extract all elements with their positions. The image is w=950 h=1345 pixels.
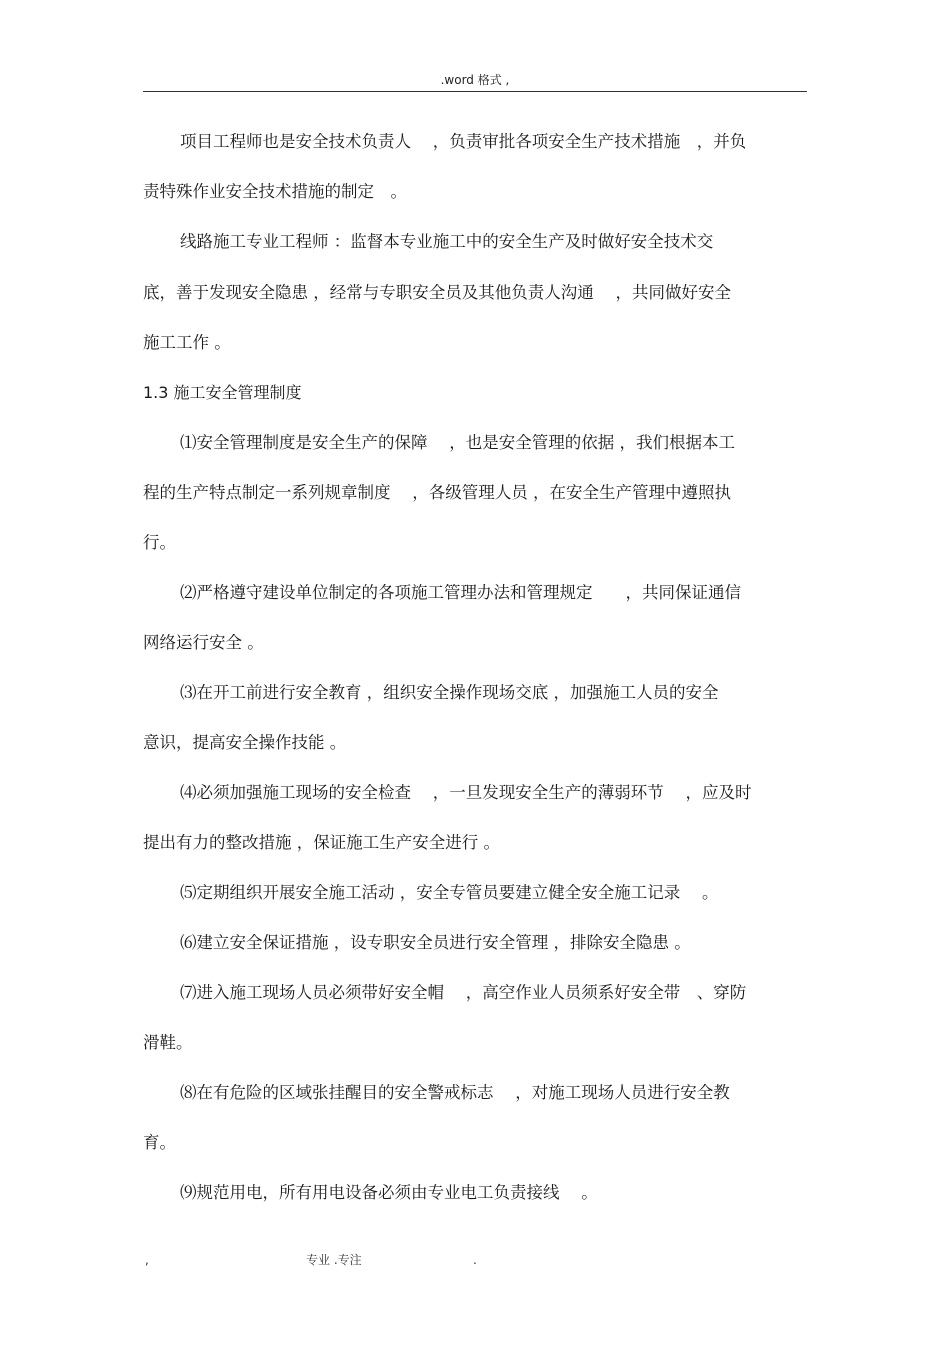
- body-line: 责特殊作业安全技术措施的制定 。: [143, 182, 407, 201]
- body-line: ⑸定期组织开展安全施工活动 ，安全专管员要建立健全安全施工记录 。: [180, 883, 719, 902]
- body-line: ⑷必须加强施工现场的安全检查 ，一旦发现安全生产的薄弱环节 ，应及时: [180, 783, 752, 802]
- body-line: 育。: [143, 1133, 176, 1152]
- body-line: ⑻在有危险的区域张挂醒目的安全警戒标志 ，对施工现场人员进行安全教: [180, 1083, 730, 1102]
- body-line: 意识，提高安全操作技能 。: [143, 733, 347, 752]
- page-header: .word 格式 ,: [440, 73, 510, 87]
- body-line: 滑鞋。: [143, 1033, 193, 1052]
- body-line: ⑼规范用电，所有用电设备必须由专业电工负责接线 。: [180, 1183, 598, 1202]
- footer-left: ,: [145, 1253, 149, 1267]
- body-line: ⑶在开工前进行安全教育 ，组织安全操作现场交底 ，加强施工人员的安全: [180, 683, 719, 702]
- footer-center: 专业 .专注: [306, 1253, 362, 1267]
- header-rule: [143, 91, 807, 92]
- body-line: 施工工作 。: [143, 333, 231, 352]
- body-line: 网络运行安全 。: [143, 633, 264, 652]
- body-line: 提出有力的整改措施 ，保证施工生产安全进行 。: [143, 833, 500, 852]
- body-line: 线路施工专业工程师 ：监督本专业施工中的安全生产及时做好安全技术交: [180, 232, 714, 251]
- body-line: ⑹建立安全保证措施 ，设专职安全员进行安全管理 ，排除安全隐患 。: [180, 933, 691, 952]
- section-heading: 1.3 施工安全管理制度: [143, 383, 302, 402]
- body-line: 行。: [143, 533, 176, 552]
- body-line: ⑴安全管理制度是安全生产的保障 ，也是安全管理的依据 ，我们根据本工: [180, 433, 735, 452]
- body-line: 程的生产特点制定一系列规章制度 ，各级管理人员 ，在安全生产管理中遵照执: [143, 483, 731, 502]
- body-line: ⑺进入施工现场人员必须带好安全帽 ，高空作业人员须系好安全带 、穿防: [180, 983, 747, 1002]
- footer-right: .: [473, 1253, 477, 1267]
- body-line: ⑵严格遵守建设单位制定的各项施工管理办法和管理规定 ，共同保证通信: [180, 583, 741, 602]
- body-line: 项目工程师也是安全技术负责人 ，负责审批各项安全生产技术措施 ，并负: [180, 132, 747, 151]
- body-line: 底，善于发现安全隐患 ，经常与专职安全员及其他负责人沟通 ，共同做好安全: [143, 283, 731, 302]
